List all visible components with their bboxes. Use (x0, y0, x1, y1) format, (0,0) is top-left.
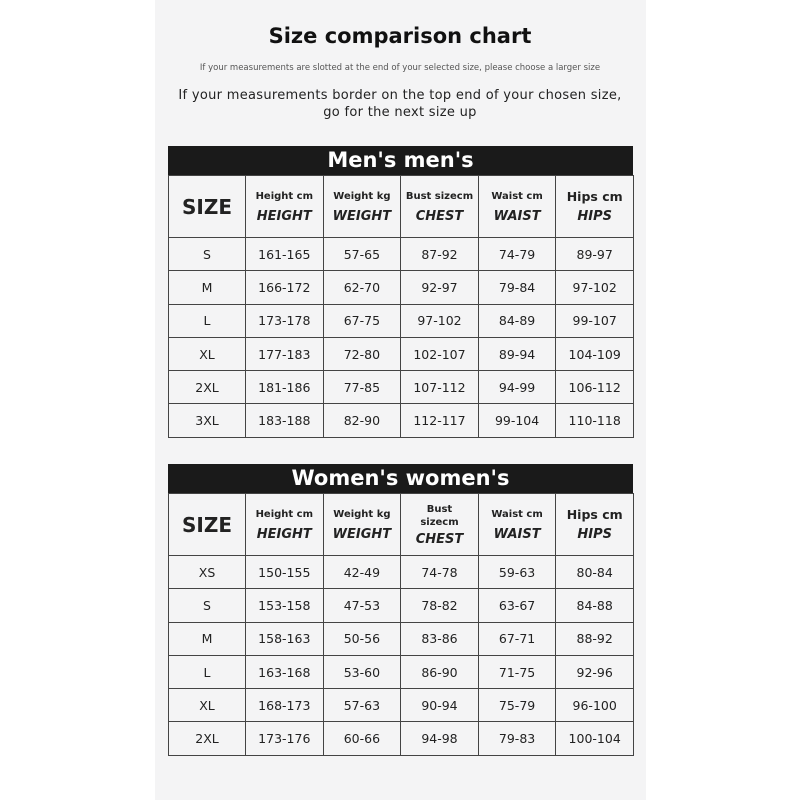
value-cell: 63-67 (478, 589, 556, 622)
table-row (169, 337, 634, 370)
value-cell: 80-84 (556, 556, 634, 589)
value-cell: 112-117 (401, 404, 479, 437)
size-cell: L (169, 655, 246, 688)
value-cell: 89-94 (478, 337, 556, 370)
note-line-2: go for the next size up (323, 105, 477, 120)
value-cell: 84-89 (478, 304, 556, 337)
value-cell: 99-104 (478, 404, 556, 437)
size-cell: XL (169, 337, 246, 370)
size-header: SIZE (169, 494, 246, 556)
size-cell: M (169, 271, 246, 304)
size-header: SIZE (169, 176, 246, 238)
value-cell: 158-163 (246, 622, 324, 655)
table-row (169, 238, 634, 271)
table-header-row (169, 176, 634, 238)
table-row (169, 622, 634, 655)
value-cell: 60-66 (323, 722, 401, 755)
value-cell: 99-107 (556, 304, 634, 337)
value-cell: 78-82 (401, 589, 479, 622)
value-cell: 100-104 (556, 722, 634, 755)
men-heading: Men's men's (168, 146, 633, 175)
value-cell: 74-79 (478, 238, 556, 271)
value-cell: 59-63 (478, 556, 556, 589)
value-cell: 53-60 (323, 655, 401, 688)
value-cell: 67-75 (323, 304, 401, 337)
value-cell: 89-97 (556, 238, 634, 271)
value-cell: 90-94 (401, 689, 479, 722)
men-section (168, 146, 633, 438)
header-cell: Hips cm HIPS (556, 176, 634, 238)
value-cell: 50-56 (323, 622, 401, 655)
value-cell: 173-176 (246, 722, 324, 755)
value-cell: 82-90 (323, 404, 401, 437)
value-cell: 75-79 (478, 689, 556, 722)
value-cell: 161-165 (246, 238, 324, 271)
size-cell: S (169, 589, 246, 622)
page-title: Size comparison chart (268, 24, 532, 48)
value-cell: 97-102 (401, 304, 479, 337)
size-cell: M (169, 622, 246, 655)
value-cell: 163-168 (246, 655, 324, 688)
size-cell: S (169, 238, 246, 271)
value-cell: 88-92 (556, 622, 634, 655)
header-cell: Weight kg WEIGHT (323, 494, 401, 556)
header-cell: Hips cm HIPS (556, 494, 634, 556)
value-cell: 153-158 (246, 589, 324, 622)
value-cell: 79-83 (478, 722, 556, 755)
header-cell: Waist cm WAIST (478, 494, 556, 556)
value-cell: 71-75 (478, 655, 556, 688)
size-cell: XL (169, 689, 246, 722)
women-heading: Women's women's (168, 464, 633, 493)
value-cell: 181-186 (246, 371, 324, 404)
table-row (169, 271, 634, 304)
table-row (169, 404, 634, 437)
note-big (0, 87, 800, 121)
value-cell: 67-71 (478, 622, 556, 655)
value-cell: 96-100 (556, 689, 634, 722)
table-row (169, 589, 634, 622)
note-line-1: If your measurements border on the top end of your chosen size, (178, 88, 622, 103)
size-cell: 2XL (169, 371, 246, 404)
value-cell: 173-178 (246, 304, 324, 337)
value-cell: 97-102 (556, 271, 634, 304)
women-section (168, 464, 633, 756)
value-cell: 166-172 (246, 271, 324, 304)
value-cell: 102-107 (401, 337, 479, 370)
value-cell: 86-90 (401, 655, 479, 688)
size-cell: 3XL (169, 404, 246, 437)
value-cell: 83-86 (401, 622, 479, 655)
note-small: If your measurements are slotted at the end of your selected size, please choose a larger size (199, 63, 601, 73)
value-cell: 77-85 (323, 371, 401, 404)
value-cell: 92-96 (556, 655, 634, 688)
table-row (169, 689, 634, 722)
value-cell: 150-155 (246, 556, 324, 589)
table-row (169, 556, 634, 589)
value-cell: 94-99 (478, 371, 556, 404)
table-header-row (169, 494, 634, 556)
table-row (169, 722, 634, 755)
value-cell: 94-98 (401, 722, 479, 755)
table-row (169, 371, 634, 404)
table-row (169, 304, 634, 337)
value-cell: 57-63 (323, 689, 401, 722)
value-cell: 183-188 (246, 404, 324, 437)
value-cell: 92-97 (401, 271, 479, 304)
value-cell: 168-173 (246, 689, 324, 722)
value-cell: 84-88 (556, 589, 634, 622)
value-cell: 62-70 (323, 271, 401, 304)
value-cell: 47-53 (323, 589, 401, 622)
value-cell: 42-49 (323, 556, 401, 589)
women-size-table (168, 493, 634, 756)
value-cell: 177-183 (246, 337, 324, 370)
value-cell: 104-109 (556, 337, 634, 370)
header-cell: Bust sizecm CHEST (401, 176, 479, 238)
size-cell: 2XL (169, 722, 246, 755)
header-cell: Weight kg WEIGHT (323, 176, 401, 238)
size-cell: L (169, 304, 246, 337)
value-cell: 107-112 (401, 371, 479, 404)
value-cell: 110-118 (556, 404, 634, 437)
value-cell: 74-78 (401, 556, 479, 589)
men-size-table (168, 175, 634, 438)
value-cell: 57-65 (323, 238, 401, 271)
header-cell: Bust sizecm CHEST (401, 494, 479, 556)
value-cell: 79-84 (478, 271, 556, 304)
value-cell: 106-112 (556, 371, 634, 404)
header-cell: Height cm HEIGHT (246, 176, 324, 238)
header-cell: Waist cm WAIST (478, 176, 556, 238)
header-cell: Height cm HEIGHT (246, 494, 324, 556)
table-row (169, 655, 634, 688)
value-cell: 87-92 (401, 238, 479, 271)
size-cell: XS (169, 556, 246, 589)
value-cell: 72-80 (323, 337, 401, 370)
